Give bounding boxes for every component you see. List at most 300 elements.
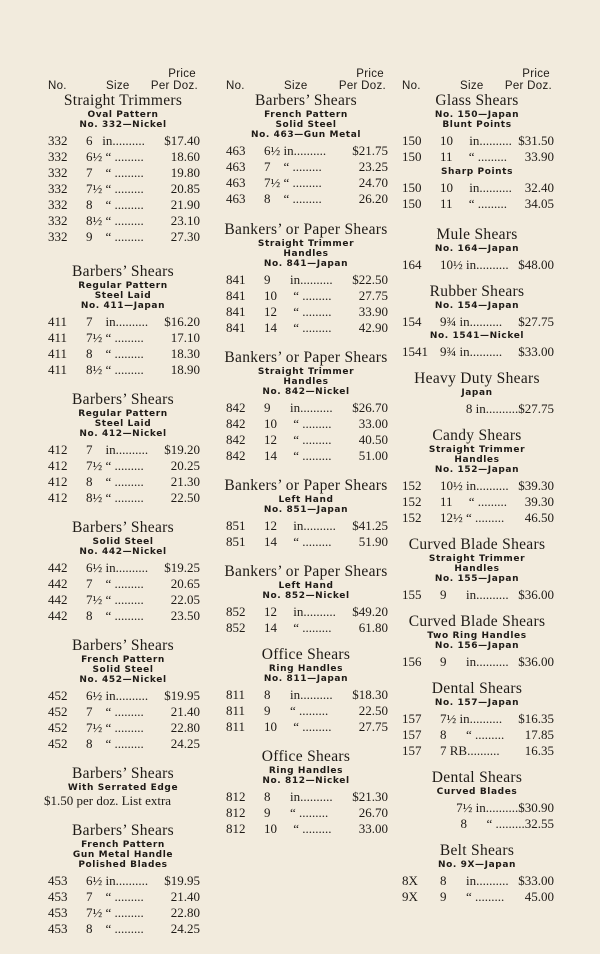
- item-number: 150: [402, 149, 422, 164]
- section-subtitle: Solid Steel: [275, 120, 337, 130]
- section-subtitle: Left Hand: [278, 495, 334, 505]
- section-title: Barbers’ Shears: [72, 765, 174, 782]
- section-title: Heavy Duty Shears: [414, 370, 540, 387]
- item-number: 156: [402, 654, 422, 669]
- section-subtitle: Handles: [454, 455, 500, 465]
- section-title: Mule Shears: [436, 226, 518, 243]
- item-price: $16.20: [164, 314, 200, 329]
- price-row: [222, 416, 390, 432]
- item-size: 8 “ .........: [86, 921, 144, 936]
- item-size: 8½ “ .........: [86, 362, 144, 377]
- item-price: 51.00: [358, 448, 388, 463]
- item-size: 6½ in..........: [264, 143, 327, 158]
- item-size: 10½ in..........: [440, 478, 509, 493]
- price-row: [44, 736, 202, 752]
- price-row: [222, 805, 390, 821]
- item-size: 8½ “ .........: [86, 490, 144, 505]
- price-row: [398, 401, 556, 417]
- product-section: [398, 427, 556, 526]
- product-section: [222, 563, 390, 636]
- section-subtitle: No. 442—Nickel: [79, 547, 167, 557]
- header-no-label: No.: [226, 80, 245, 92]
- section-title: Belt Shears: [439, 842, 515, 859]
- header-size-label: Size: [460, 80, 484, 92]
- item-price: 21.90: [170, 197, 200, 212]
- item-number: 152: [402, 478, 422, 493]
- product-section: [222, 349, 390, 464]
- item-price: $41.25: [352, 518, 388, 533]
- item-size: 11 “ .........: [440, 149, 508, 164]
- item-size: 7½ “ .........: [264, 175, 322, 190]
- section-subtitle: Steel Laid: [94, 291, 152, 301]
- price-row: [398, 133, 556, 149]
- product-section: [398, 167, 556, 212]
- price-row: [398, 478, 556, 494]
- price-row: [44, 346, 202, 362]
- price-row: [222, 304, 390, 320]
- item-number: 150: [402, 196, 422, 211]
- item-price: $19.95: [164, 688, 200, 703]
- price-rows: [398, 711, 556, 759]
- section-subtitle: Straight Trimmer: [428, 445, 526, 455]
- item-price: $27.75: [518, 314, 554, 329]
- price-row: [398, 344, 556, 360]
- price-rows: [44, 442, 202, 506]
- item-price: $26.70: [352, 400, 388, 415]
- item-number: 411: [48, 314, 68, 329]
- item-size: 8 “ .........: [86, 197, 144, 212]
- item-size: 7 in..........: [86, 442, 149, 457]
- price-row: [44, 362, 202, 378]
- price-rows: [222, 400, 390, 464]
- price-row: [44, 921, 202, 937]
- price-row: [44, 592, 202, 608]
- item-size: 6½ “ .........: [86, 149, 144, 164]
- item-number: 453: [48, 889, 68, 904]
- section-title: Barbers’ Shears: [255, 92, 357, 109]
- price-row: [398, 800, 556, 816]
- item-number: 453: [48, 873, 68, 888]
- price-row: [44, 149, 202, 165]
- price-row: [44, 688, 202, 704]
- header-no-label: No.: [48, 80, 67, 92]
- item-size: 10 “ .........: [264, 821, 332, 836]
- section-subtitle: French Pattern: [264, 110, 348, 120]
- item-number: 841: [226, 288, 246, 303]
- item-number: 442: [48, 576, 68, 591]
- section-title: Curved Blade Shears: [408, 613, 546, 630]
- item-price: 34.05: [524, 196, 554, 211]
- item-size: 8 in..........: [465, 401, 519, 416]
- item-number: 157: [402, 727, 422, 742]
- price-row: [222, 687, 390, 703]
- price-rows: [44, 560, 202, 624]
- item-number: 453: [48, 905, 68, 920]
- section-subtitle: Polished Blades: [78, 860, 168, 870]
- price-rows: [398, 654, 556, 670]
- item-price: $19.20: [164, 442, 200, 457]
- price-row: [44, 720, 202, 736]
- item-size: 10 “ .........: [264, 288, 332, 303]
- section-subtitle: No. 332—Nickel: [79, 120, 167, 130]
- price-row: [398, 149, 556, 165]
- item-price: 27.75: [358, 288, 388, 303]
- section-title: Barbers’ Shears: [72, 263, 174, 280]
- item-number: 811: [226, 719, 246, 734]
- item-size: 9 “ .........: [440, 889, 505, 904]
- item-number: 452: [48, 736, 68, 751]
- section-subtitle: No. 164—Japan: [434, 244, 520, 254]
- item-price: 23.10: [170, 213, 200, 228]
- item-size: 8 “ .........: [460, 816, 525, 831]
- section-subtitle: Two Ring Handles: [427, 631, 527, 641]
- product-section: [44, 263, 202, 378]
- item-price: $19.25: [164, 560, 200, 575]
- item-price: $49.20: [352, 604, 388, 619]
- item-size: 8 “ .........: [264, 191, 322, 206]
- item-number: 452: [48, 704, 68, 719]
- price-rows: [222, 143, 390, 207]
- item-price: 33.90: [524, 149, 554, 164]
- price-row: [222, 534, 390, 550]
- item-price: 24.25: [170, 736, 200, 751]
- item-number: 157: [402, 743, 422, 758]
- item-number: 463: [226, 175, 246, 190]
- item-size: 8 in..........: [440, 873, 509, 888]
- item-size: 12 “ .........: [264, 304, 332, 319]
- section-subtitle: No. 841—Japan: [263, 259, 349, 269]
- item-price: 27.75: [358, 719, 388, 734]
- section-subtitle: No. 411—Japan: [80, 301, 166, 311]
- item-number: 851: [226, 518, 246, 533]
- item-size: 9 in..........: [440, 654, 509, 669]
- item-number: 164: [402, 257, 422, 272]
- product-section: [398, 842, 556, 905]
- item-price: 27.30: [170, 229, 200, 244]
- price-row: [398, 510, 556, 526]
- item-number: 452: [48, 688, 68, 703]
- section-note: $1.50 per doz. List extra: [44, 793, 172, 808]
- section-subtitle: No. 851—Japan: [263, 505, 349, 515]
- item-number: 332: [48, 165, 68, 180]
- item-size: 6½ in..........: [86, 873, 149, 888]
- item-number: 332: [48, 213, 68, 228]
- price-row: [222, 320, 390, 336]
- price-column-3: [398, 68, 556, 905]
- item-size: 14 “ .........: [264, 620, 332, 635]
- item-price: 23.50: [170, 608, 200, 623]
- price-row: [222, 288, 390, 304]
- price-rows: [44, 873, 202, 937]
- item-price: 24.25: [170, 921, 200, 936]
- product-section: [222, 221, 390, 336]
- item-price: 26.20: [358, 191, 388, 206]
- product-section: [222, 646, 390, 735]
- item-size: 14 “ .........: [264, 448, 332, 463]
- item-size: 7½ “ .........: [86, 905, 144, 920]
- price-row: [398, 889, 556, 905]
- item-size: 9 in..........: [264, 272, 333, 287]
- section-subtitle: Ring Handles: [268, 664, 344, 674]
- product-section: [398, 536, 556, 603]
- item-size: 9 in..........: [264, 400, 333, 415]
- product-section: [44, 92, 202, 245]
- item-price: 21.40: [170, 704, 200, 719]
- price-row: [44, 213, 202, 229]
- section-title: Barbers’ Shears: [72, 391, 174, 408]
- section-subtitle: No. 152—Japan: [434, 465, 520, 475]
- price-row: [398, 727, 556, 743]
- column-header: [398, 68, 556, 92]
- section-subtitle: French Pattern: [81, 655, 165, 665]
- product-section: [398, 613, 556, 670]
- item-price: 61.80: [358, 620, 388, 635]
- section-subtitle: No. 154—Japan: [434, 301, 520, 311]
- section-subtitle: Handles: [454, 564, 500, 574]
- section-subtitle: Japan: [461, 388, 493, 398]
- price-row: [222, 175, 390, 191]
- price-rows: [222, 789, 390, 837]
- item-price: 33.00: [358, 416, 388, 431]
- price-rows: [44, 133, 202, 245]
- section-subtitle: With Serrated Edge: [67, 783, 179, 793]
- item-size: 9¾ in..........: [440, 344, 503, 359]
- item-price: $21.30: [352, 789, 388, 804]
- item-number: 152: [402, 510, 422, 525]
- item-number: 332: [48, 149, 68, 164]
- price-row: [222, 272, 390, 288]
- section-subtitle: Blunt Points: [442, 120, 512, 130]
- item-number: 8X: [402, 873, 418, 888]
- item-price: 22.80: [170, 905, 200, 920]
- item-size: 14 “ .........: [264, 320, 332, 335]
- section-subtitle: No. 155—Japan: [434, 574, 520, 584]
- item-size: 11 “ .........: [440, 196, 508, 211]
- header-per-doz-label: Per Doz.: [150, 80, 198, 92]
- item-number: 842: [226, 432, 246, 447]
- item-price: $17.40: [164, 133, 200, 148]
- price-rows: [44, 688, 202, 752]
- item-size: 12 “ .........: [264, 432, 332, 447]
- item-number: 150: [402, 180, 422, 195]
- price-column-2: [222, 68, 390, 837]
- item-size: 14 “ .........: [264, 534, 332, 549]
- product-section: [398, 769, 556, 832]
- header-size-label: Size: [284, 80, 308, 92]
- item-price: $36.00: [518, 654, 554, 669]
- header-size-label: Size: [106, 80, 130, 92]
- item-size: 6½ in..........: [86, 688, 149, 703]
- item-price: 46.50: [524, 510, 554, 525]
- item-size: 8 in..........: [264, 687, 333, 702]
- item-price: $19.95: [164, 873, 200, 888]
- price-row: [398, 257, 556, 273]
- price-row: [44, 229, 202, 245]
- price-row: [44, 560, 202, 576]
- item-number: 411: [48, 362, 68, 377]
- item-size: 8 “ .........: [86, 474, 144, 489]
- header-per-doz-label: Per Doz.: [338, 80, 386, 92]
- item-number: 157: [402, 711, 422, 726]
- item-number: 812: [226, 821, 246, 836]
- section-subtitle: Straight Trimmer: [257, 239, 355, 249]
- price-row: [222, 432, 390, 448]
- price-row: [398, 180, 556, 196]
- item-size: 7 “ .........: [86, 889, 144, 904]
- price-row: [222, 191, 390, 207]
- price-row: [222, 143, 390, 159]
- item-price: $48.00: [518, 257, 554, 272]
- item-number: 152: [402, 494, 422, 509]
- item-price: 26.70: [358, 805, 388, 820]
- section-subtitle: Regular Pattern: [78, 409, 168, 419]
- item-size: 7½ “ .........: [86, 720, 144, 735]
- section-title: Barbers’ Shears: [72, 637, 174, 654]
- price-row: [44, 181, 202, 197]
- header-price-label: Price: [356, 68, 384, 80]
- item-size: 11 “ .........: [440, 494, 508, 509]
- item-number: 452: [48, 720, 68, 735]
- product-section: [44, 765, 202, 809]
- item-price: $33.00: [518, 344, 554, 359]
- column-header: [44, 68, 202, 92]
- item-price: 22.05: [170, 592, 200, 607]
- item-size: 10 “ .........: [264, 416, 332, 431]
- section-title: Curved Blade Shears: [408, 536, 546, 553]
- product-section: [44, 637, 202, 752]
- item-size: 7 “ .........: [86, 704, 144, 719]
- item-price: 16.35: [524, 743, 554, 758]
- price-row: [398, 654, 556, 670]
- item-number: 851: [226, 534, 246, 549]
- section-subtitle: No. 452—Nickel: [79, 675, 167, 685]
- price-row: [398, 743, 556, 759]
- section-title: Straight Trimmers: [63, 92, 183, 109]
- item-number: 842: [226, 448, 246, 463]
- section-subtitle: Sharp Points: [440, 167, 514, 177]
- section-title: Barbers’ Shears: [72, 519, 174, 536]
- section-subtitle: French Pattern: [81, 840, 165, 850]
- product-section: [398, 92, 556, 165]
- item-number: 811: [226, 703, 246, 718]
- item-size: 9 “ .........: [86, 229, 144, 244]
- item-size: 7½ in..........: [440, 711, 503, 726]
- item-size: 7½ “ .........: [86, 458, 144, 473]
- price-row: [222, 518, 390, 534]
- price-row: [398, 873, 556, 889]
- price-row: [44, 873, 202, 889]
- item-number: 332: [48, 133, 68, 148]
- product-section: [44, 519, 202, 624]
- item-number: 411: [48, 330, 68, 345]
- price-row: [44, 576, 202, 592]
- product-section: [398, 226, 556, 273]
- item-number: 154: [402, 314, 422, 329]
- price-row: [222, 620, 390, 636]
- item-size: 9 in..........: [440, 587, 509, 602]
- item-size: 12 in..........: [264, 604, 336, 619]
- price-rows: [398, 314, 556, 330]
- price-row: [222, 719, 390, 735]
- item-price: 22.50: [358, 703, 388, 718]
- item-price: $16.35: [518, 711, 554, 726]
- section-title: Office Shears: [261, 748, 351, 765]
- item-price: 23.25: [358, 159, 388, 174]
- price-row: [44, 133, 202, 149]
- price-rows: [398, 180, 556, 212]
- item-number: 412: [48, 458, 68, 473]
- item-number: 811: [226, 687, 246, 702]
- price-column-1: [44, 68, 202, 937]
- price-row: [44, 197, 202, 213]
- header-no-label: No.: [402, 80, 421, 92]
- item-price: 39.30: [524, 494, 554, 509]
- price-rows: [44, 314, 202, 378]
- section-title: Office Shears: [261, 646, 351, 663]
- section-subtitle: No. 1541—Nickel: [429, 331, 525, 341]
- item-price: 32.55: [524, 816, 554, 831]
- section-title: Bankers’ or Paper Shears: [224, 563, 388, 580]
- item-size: 7½ in..........: [456, 800, 519, 815]
- price-rows: [398, 344, 556, 360]
- section-subtitle: Left Hand: [278, 581, 334, 591]
- item-size: 8 “ .........: [86, 346, 144, 361]
- item-number: 841: [226, 272, 246, 287]
- price-row: [398, 314, 556, 330]
- section-subtitle: No. 842—Nickel: [262, 387, 350, 397]
- section-title: Bankers’ or Paper Shears: [224, 349, 388, 366]
- price-row: [222, 448, 390, 464]
- section-subtitle: Gun Metal Handle: [72, 850, 174, 860]
- item-price: 18.60: [170, 149, 200, 164]
- item-size: 8 “ .........: [440, 727, 505, 742]
- item-number: 842: [226, 416, 246, 431]
- item-number: 150: [402, 133, 422, 148]
- item-size: 9¾ in..........: [440, 314, 503, 329]
- item-number: 852: [226, 604, 246, 619]
- price-rows: [398, 800, 556, 832]
- item-size: 7½ “ .........: [86, 592, 144, 607]
- item-price: 20.85: [170, 181, 200, 196]
- item-number: 463: [226, 191, 246, 206]
- item-number: 453: [48, 921, 68, 936]
- price-row: [44, 704, 202, 720]
- item-price: 19.80: [170, 165, 200, 180]
- item-price: $33.00: [518, 873, 554, 888]
- price-row: [44, 474, 202, 490]
- item-number: 412: [48, 442, 68, 457]
- item-number: 463: [226, 159, 246, 174]
- item-size: 8 “ .........: [86, 736, 144, 751]
- price-rows: [398, 587, 556, 603]
- section-subtitle: No. 156—Japan: [434, 641, 520, 651]
- section-title: Glass Shears: [435, 92, 519, 109]
- item-number: 812: [226, 789, 246, 804]
- product-section: [398, 283, 556, 330]
- item-price: $18.30: [352, 687, 388, 702]
- price-rows: [398, 478, 556, 526]
- price-rows: [398, 257, 556, 273]
- section-subtitle: No. 463—Gun Metal: [250, 130, 362, 140]
- product-section: [44, 391, 202, 506]
- item-size: 12½ “ .........: [440, 510, 505, 525]
- item-number: 442: [48, 608, 68, 623]
- section-subtitle: Steel Laid: [94, 419, 152, 429]
- section-subtitle: Handles: [283, 249, 329, 259]
- item-price: 33.00: [358, 821, 388, 836]
- price-row: [222, 400, 390, 416]
- item-size: 10 in..........: [440, 133, 512, 148]
